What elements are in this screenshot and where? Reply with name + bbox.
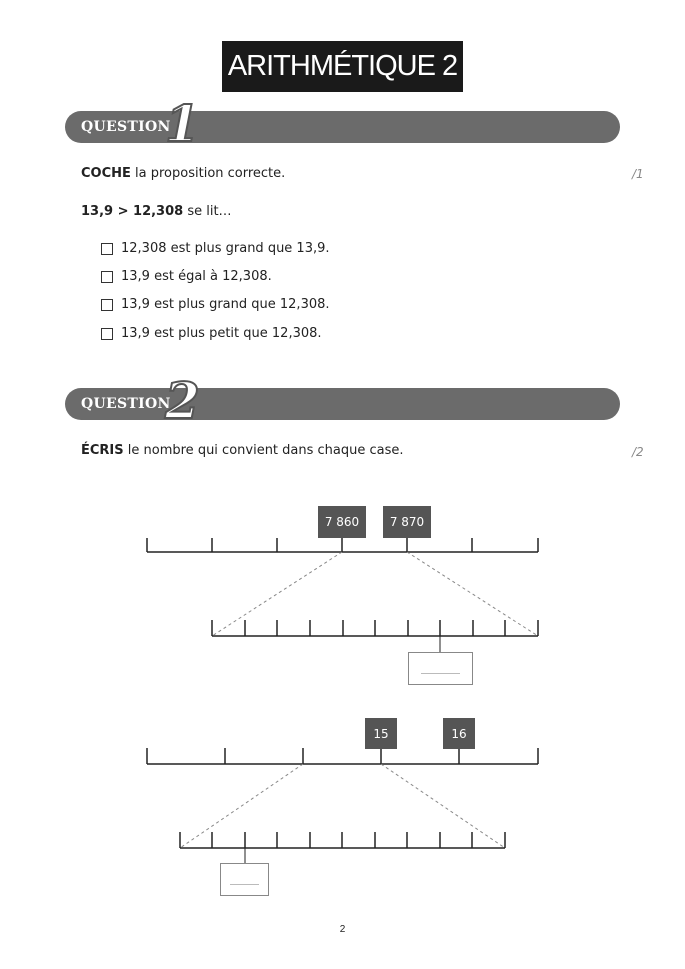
instruction-text: la proposition correcte. bbox=[130, 166, 286, 181]
question-label: QUESTION bbox=[81, 396, 171, 412]
question-2-score: /2 bbox=[632, 445, 644, 459]
answer-line bbox=[230, 884, 259, 885]
instruction-verb: COCHE bbox=[81, 166, 131, 181]
prompt-text: se lit… bbox=[183, 204, 232, 219]
option-label: 13,9 est plus petit que 12,308. bbox=[121, 326, 322, 341]
question-1-score: /1 bbox=[632, 167, 644, 181]
instruction-text: le nombre qui convient dans chaque case. bbox=[123, 443, 404, 458]
value-box: 7 870 bbox=[383, 506, 431, 538]
option-label: 12,308 est plus grand que 13,9. bbox=[121, 241, 330, 256]
answer-line bbox=[421, 673, 460, 674]
option-label: 13,9 est plus grand que 12,308. bbox=[121, 297, 330, 312]
zoom-guide-left bbox=[180, 764, 303, 848]
page-number: 2 bbox=[339, 924, 346, 935]
prompt-expression: 13,9 > 12,308 bbox=[81, 204, 184, 219]
question-number: 2 bbox=[165, 371, 200, 430]
page-title: ARITHMÉTIQUE 2 bbox=[222, 41, 463, 92]
option-label: 13,9 est égal à 12,308. bbox=[121, 269, 272, 284]
question-number: 1 bbox=[165, 94, 200, 153]
answer-box-2[interactable] bbox=[220, 863, 269, 896]
instruction-verb: ÉCRIS bbox=[81, 443, 124, 458]
answer-box-1[interactable] bbox=[408, 652, 473, 685]
value-box: 7 860 bbox=[318, 506, 366, 538]
value-box: 15 bbox=[365, 718, 397, 749]
value-box: 16 bbox=[443, 718, 475, 749]
number-line-2-zoom-ticks bbox=[180, 832, 505, 848]
zoom-guide-right bbox=[381, 764, 505, 848]
number-line-2-top-ticks bbox=[147, 748, 538, 764]
number-line-1-top-ticks bbox=[147, 538, 538, 552]
question-label: QUESTION bbox=[81, 119, 171, 135]
number-line-1-zoom-ticks bbox=[212, 620, 538, 636]
